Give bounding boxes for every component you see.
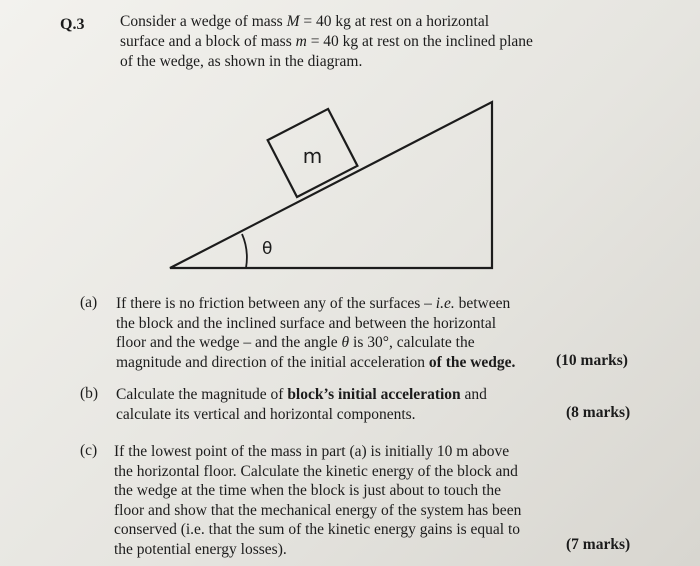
part-b-line [116, 385, 487, 405]
part-c-line [114, 540, 521, 560]
part-a-text [116, 294, 515, 372]
text-segment: conserved (i.e. that the sum of the kinetic energy gains is equal to [114, 521, 521, 538]
angle-arc [242, 234, 247, 268]
text-segment: between [454, 295, 511, 312]
text-segment: surface and a block of mass [120, 33, 296, 50]
part-c-line [114, 442, 521, 462]
angle-label: θ [262, 239, 273, 259]
part-c-marks: (7 marks) [566, 536, 631, 553]
text-segment: M [286, 13, 300, 30]
text-segment: Consider a wedge of mass [120, 13, 287, 30]
question-stem [120, 12, 550, 72]
text-segment: If the lowest point of the mass in part (a) is initially 10 m above [114, 443, 510, 460]
part-c-line [114, 481, 521, 501]
block-label: m [302, 143, 323, 168]
stem-line [120, 12, 550, 32]
text-segment: of the wedge, as shown in the diagram. [120, 53, 363, 70]
part-c-line [114, 501, 521, 521]
part-c-letter: (c) [80, 442, 98, 459]
wedge-diagram [160, 92, 500, 272]
text-segment: and [460, 386, 487, 403]
text-segment: = 40 kg at rest on a horizontal [299, 13, 490, 30]
question-number: Q.3 [60, 16, 85, 33]
text-segment: θ [341, 334, 350, 351]
part-a-line [116, 353, 515, 373]
part-c-text [114, 442, 521, 559]
text-segment: floor and the wedge – and the angle [116, 334, 342, 351]
text-segment: the horizontal floor. Calculate the kinetic energy of the block and [114, 462, 518, 480]
text-segment: If there is no friction between any of the surfaces – [116, 295, 436, 312]
wedge-triangle [170, 102, 492, 268]
text-segment: magnitude and direction of the initial acceleration [116, 353, 429, 371]
part-b-letter: (b) [80, 385, 99, 402]
text-segment: the potential energy losses). [114, 540, 287, 558]
text-segment: = 40 kg at rest on the inclined plane [306, 33, 533, 50]
text-segment: of the wedge. [428, 353, 516, 371]
text-segment: i.e. [435, 295, 455, 312]
stem-line [120, 52, 550, 72]
part-c-line [114, 462, 521, 482]
part-a-line [116, 333, 515, 353]
stem-line [120, 32, 550, 52]
text-segment: m [295, 33, 307, 50]
text-segment: is 30°, calculate the [349, 334, 475, 351]
part-b-line [116, 405, 487, 425]
part-a-marks: (10 marks) [556, 352, 628, 369]
text-segment: the wedge at the time when the block is just about to touch the [114, 482, 501, 499]
part-a-line [116, 294, 515, 314]
text-segment: the block and the inclined surface and between the horizontal [116, 314, 497, 332]
part-b-marks: (8 marks) [566, 404, 631, 421]
part-c-line [114, 520, 521, 540]
text-segment: block’s initial acceleration [287, 386, 461, 403]
part-b-text [116, 385, 487, 424]
text-segment: calculate its vertical and horizontal components. [116, 405, 416, 423]
text-segment: Calculate the magnitude of [116, 386, 288, 403]
block-group [268, 109, 358, 197]
part-a-line [116, 314, 515, 334]
text-segment: floor and show that the mechanical energy of the system has been [114, 501, 522, 519]
part-a-letter: (a) [80, 294, 98, 311]
